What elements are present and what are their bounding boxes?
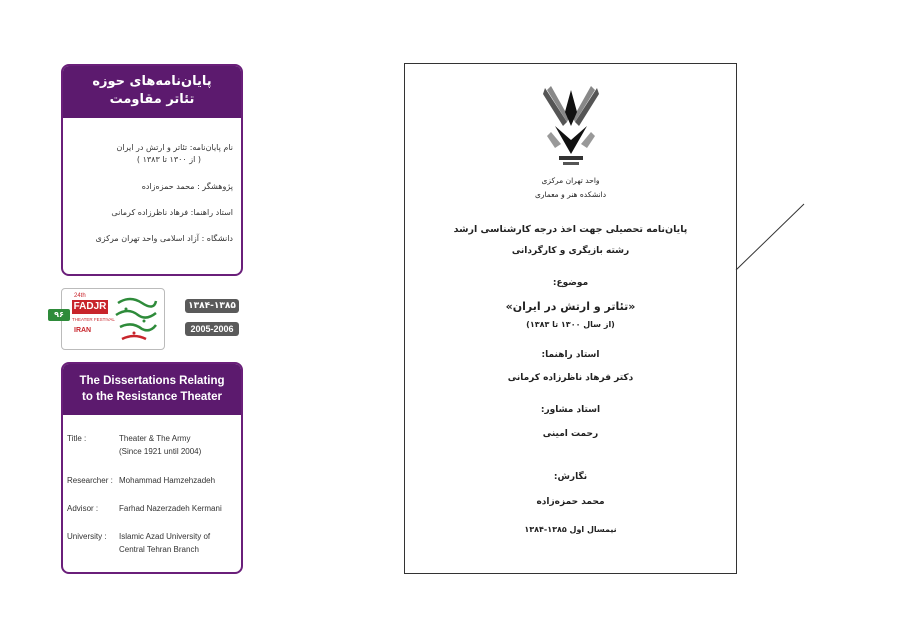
thesis-years: ( از ۱۳۰۰ تا ۱۳۸۳ )	[136, 155, 201, 164]
title-value-line2: (Since 1921 until 2004)	[119, 447, 202, 456]
logo-name: FADJR	[73, 301, 107, 312]
advisor-label: Advisor :	[67, 504, 99, 513]
degree-heading: پایان‌نامه تحصیلی جهت اخذ درجه کارشناسی ارشد	[453, 224, 688, 235]
persian-info-card	[61, 64, 243, 276]
thesis-title-page	[404, 63, 737, 574]
gregorian-years-badge: 2005-2006	[185, 322, 239, 336]
persian-advisor: استاد راهنما: فرهاد ناظرزاده کرمانی	[111, 208, 233, 217]
researcher-value: Mohammad Hamzehzadeh	[119, 476, 216, 485]
consultant-name: رحمت امینی	[542, 429, 599, 439]
english-card-title-line1: The Dissertations Relating	[79, 375, 225, 387]
persian-researcher: پژوهشگر : محمد حمزه‌زاده	[141, 182, 233, 191]
persian-card-header	[63, 66, 241, 118]
subject-label: موضوع:	[552, 278, 589, 288]
advisor-value: Farhad Nazerzadeh Kermani	[119, 504, 222, 513]
calligraphy-emblem-icon	[112, 293, 160, 345]
author-label: نگارش:	[553, 472, 588, 482]
persian-card-title-line2: تئاتر مقاومت	[109, 92, 195, 107]
author-name: محمد حمزه‌زاده	[536, 497, 605, 507]
page-number-tag: ۹۶	[48, 309, 70, 321]
english-info-card	[61, 362, 243, 574]
thesis-name: نام پایان‌نامه: تئاتر و ارتش در ایران	[116, 143, 233, 152]
persian-university: دانشگاه : آزاد اسلامی واحد تهران مرکزی	[95, 234, 233, 243]
university-emblem-icon	[541, 82, 601, 172]
university-value-line2: Central Tehran Branch	[119, 545, 199, 554]
title-value-line1: Theater & The Army	[119, 434, 191, 443]
logo-sub: THEATER FESTIVAL	[72, 317, 115, 322]
persian-card-title-line1: پایان‌نامه‌های حوزه	[92, 74, 212, 89]
field-of-study: رشته بازیگری و کارگردانی	[511, 246, 630, 256]
diagonal-line	[730, 200, 810, 275]
consultant-label: استاد مشاور:	[540, 405, 601, 415]
university-label: University :	[67, 532, 107, 541]
english-card-header	[63, 364, 241, 415]
logo-edition: 24th	[74, 293, 86, 299]
logo-country: IRAN	[74, 327, 92, 334]
advisor-name-fa: دکتر فرهاد ناظرزاده کرمانی	[507, 373, 634, 383]
branch-name: واحد تهران مرکزی	[541, 176, 600, 185]
advisor-label-fa: استاد راهنما:	[541, 350, 600, 360]
persian-years-badge: ۱۳۸۴-۱۳۸۵	[185, 299, 239, 313]
subject-title: «تئاتر و ارتش در ایران»	[505, 300, 636, 313]
title-label: Title :	[67, 434, 87, 443]
semester-date: نیمسال اول ۱۳۸۵-۱۳۸۴	[524, 525, 617, 534]
fadjr-festival-logo	[54, 288, 165, 350]
english-card-title-line2: to the Resistance Theater	[82, 391, 222, 403]
university-value-line1: Islamic Azad University of	[119, 532, 211, 541]
researcher-label: Researcher :	[67, 476, 113, 485]
subject-years: (از سال ۱۳۰۰ تا ۱۳۸۳)	[526, 320, 615, 329]
faculty-name: دانشکده هنر و معماری	[534, 190, 607, 199]
